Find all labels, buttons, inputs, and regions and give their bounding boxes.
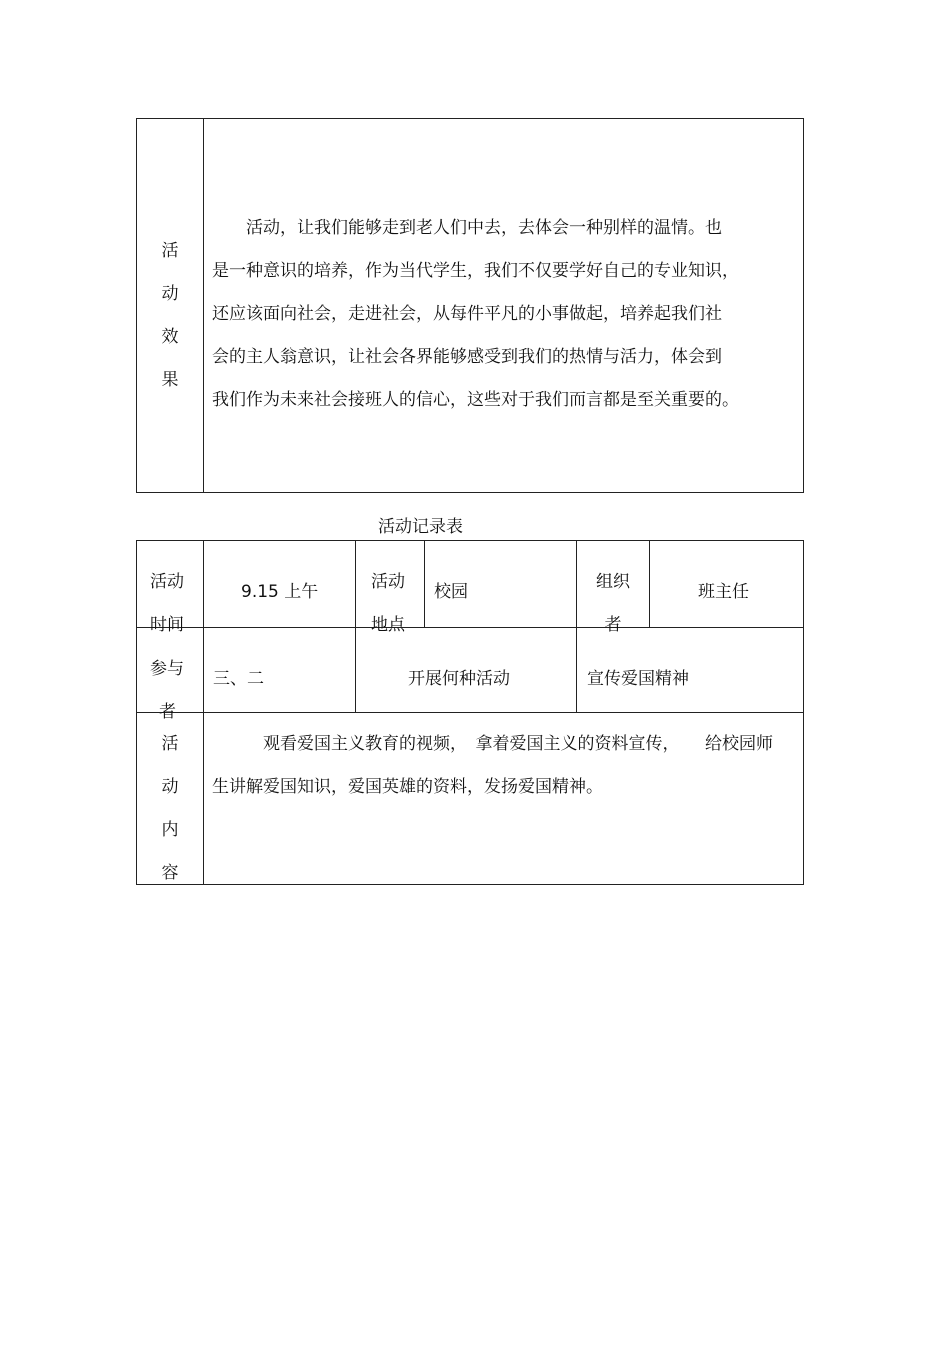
effect-line: 还应该面向社会，走进社会，从每件平凡的小事做起，培养起我们社 [212,304,722,324]
organizer-label [577,561,649,647]
record-row-divider [136,627,804,628]
content-label-char: 活 [161,734,179,754]
effect-label-char: 活 [161,241,179,261]
effect-label-char: 果 [161,370,179,390]
content-line: 观看爱国主义教育的视频， 拿着爱国主义的资料宣传， 给校园师 [212,734,773,754]
activity-type-value: 宣传爱国精神 [587,669,689,689]
time-label-line: 活动 [150,572,184,592]
place-label [371,561,405,647]
time-label-line: 时间 [150,615,184,635]
content-paragraph [212,723,800,809]
place-value: 校园 [434,582,468,602]
record-table-title: 活动记录表 [378,517,463,537]
record-border-right [803,540,804,885]
effect-label-char: 效 [161,327,179,347]
effect-label-char: 动 [161,284,179,304]
record-border-bottom [136,884,804,885]
organizer-label-line: 组织 [596,572,630,592]
content-label-char: 容 [161,863,179,883]
place-label-line: 地点 [371,615,405,635]
time-label [150,561,184,647]
content-label [137,723,203,895]
participants-label-line: 者 [159,702,176,722]
effect-line: 活动，让我们能够走到老人们中去，去体会一种别样的温情。也 [212,218,722,238]
content-line: 生讲解爱国知识，爱国英雄的资料，发扬爱国精神。 [212,777,603,797]
effect-paragraph [212,207,797,422]
record-col-divider [203,540,204,885]
effect-table-border-bottom [136,492,804,493]
effect-table-divider [203,118,204,493]
effect-label [137,230,203,402]
time-value: 9.15 上午 [241,582,319,602]
participants-value: 三、二 [213,669,264,689]
organizer-value: 班主任 [698,582,749,602]
effect-line: 会的主人翁意识，让社会各界能够感受到我们的热情与活力，体会到 [212,347,722,367]
effect-table-border-right [803,118,804,493]
effect-table-border-top [136,118,804,119]
place-label-line: 活动 [371,572,405,592]
organizer-label-line: 者 [604,615,622,635]
participants-label-line: 参与 [150,659,184,679]
content-label-char: 动 [161,777,179,797]
participants-label [150,648,184,734]
record-col-divider [424,540,425,628]
record-border-top [136,540,804,541]
effect-line: 是一种意识的培养，作为当代学生，我们不仅要学好自己的专业知识， [212,261,739,281]
content-label-char: 内 [161,820,179,840]
effect-line: 我们作为未来社会接班人的信心，这些对于我们而言都是至关重要的。 [212,390,739,410]
record-col-divider [649,540,650,628]
activity-type-label: 开展何种活动 [408,669,510,689]
record-row-divider [136,712,804,713]
record-col-divider [355,540,356,713]
